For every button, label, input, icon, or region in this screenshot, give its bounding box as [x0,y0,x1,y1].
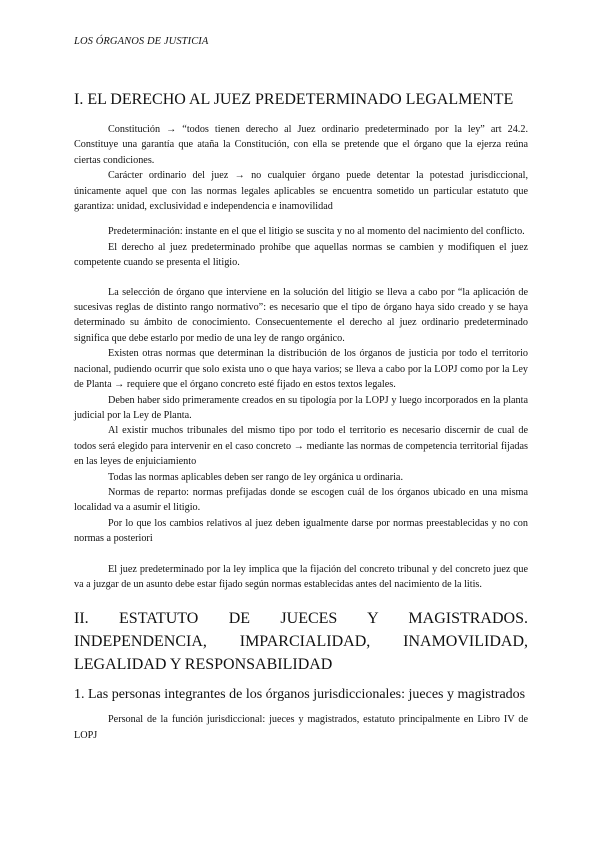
section-2-title-line-2: INDEPENDENCIA, IMPARCIALIDAD, INAMOVILIDAD, [74,633,528,651]
section-2-title-line-3: LEGALIDAD Y RESPONSABILIDAD [74,656,333,674]
paragraph: Personal de la función jurisdiccional: jueces y magistrados, estatuto principalmente en Libro IV de LOPJ [74,714,528,741]
paragraph: Carácter ordinario del juez → no cualquier órgano puede detentar la potestad jurisdiccional, únicamente aquel que con las normas legales aplicables se encuentra sometido un particular estatuto que garantiza: unidad, exclusividad e independencia e inamovilidad [74,170,528,213]
paragraph: Por lo que los cambios relativos al juez deben igualmente darse por normas preestablecidas y no con normas a posteriori [74,517,528,545]
paragraph: Todas las normas aplicables deben ser rango de ley orgánica u ordinaria. [108,471,403,483]
paragraph: Constitución → “todos tienen derecho al Juez ordinario predeterminado por la ley” art 24.2. Constituye una garantía que ataña la Constitución, con ella se pretende que el órgano que la ejerza reúna ciertas condiciones. [74,124,528,166]
section-2-title-line-1: II. ESTATUTO DE JUECES Y MAGISTRADOS. [74,610,528,628]
running-header: LOS ÓRGANOS DE JUSTICIA [74,36,209,47]
paragraph: El derecho al juez predeterminado prohíbe que aquellas normas se cambien y modifiquen el juez competente cuando se presenta el litigio. [74,241,528,269]
section-1-title: I. EL DERECHO AL JUEZ PREDETERMINADO LEGALMENTE [74,91,514,108]
subsection-heading: 1. Las personas integrantes de los órganos jurisdiccionales: jueces y magistrados [74,687,526,703]
paragraph: Normas de reparto: normas prefijadas donde se escogen cuál de los órganos ubicado en una misma localidad va a asumir el litigio. [74,486,528,514]
paragraph: Predeterminación: instante en el que el litigio se suscita y no al momento del nacimiento del conflicto. [108,226,525,238]
paragraph: Deben haber sido primeramente creados en su tipología por la LOPJ y luego incorporados en la planta judicial por la Ley de Planta. [74,394,528,421]
paragraph: La selección de órgano que interviene en la solución del litigio se lleva a cabo por “la aplicación de sucesivas reglas de distinto rango normativo”: es necesario que el tipo de órgano haya sido creado y se haya determinado su ámbito de conocimiento. Consecuentemente el derecho al juez ordinario predeterminado significa que debe estarlo por medio de una ley de rango orgánico. [74,286,528,344]
paragraph: El juez predeterminado por la ley implica que la fijación del concreto tribunal y del concreto juez que va a juzgar de un asunto debe estar fijado según normas establecidas antes del nacimiento de la litis. [74,563,528,590]
paragraph: Existen otras normas que determinan la distribución de los órganos de justicia por todo el territorio nacional, pudiendo ocurrir que solo exista uno o que haya varios; se lleva a cabo por la LOPJ como por la Ley de Planta → requiere que el órgano concreto esté fijado en estos textos legales. [74,348,528,391]
section-2-title [74,607,528,676]
document-body [74,90,528,743]
paragraph: Al existir muchos tribunales del mismo tipo por todo el territorio es necesario discernir de cual de todos será elegido para intervenir en el caso concreto → mediante las normas de competencia territorial fijadas en las leyes de enjuiciamiento [74,425,528,468]
